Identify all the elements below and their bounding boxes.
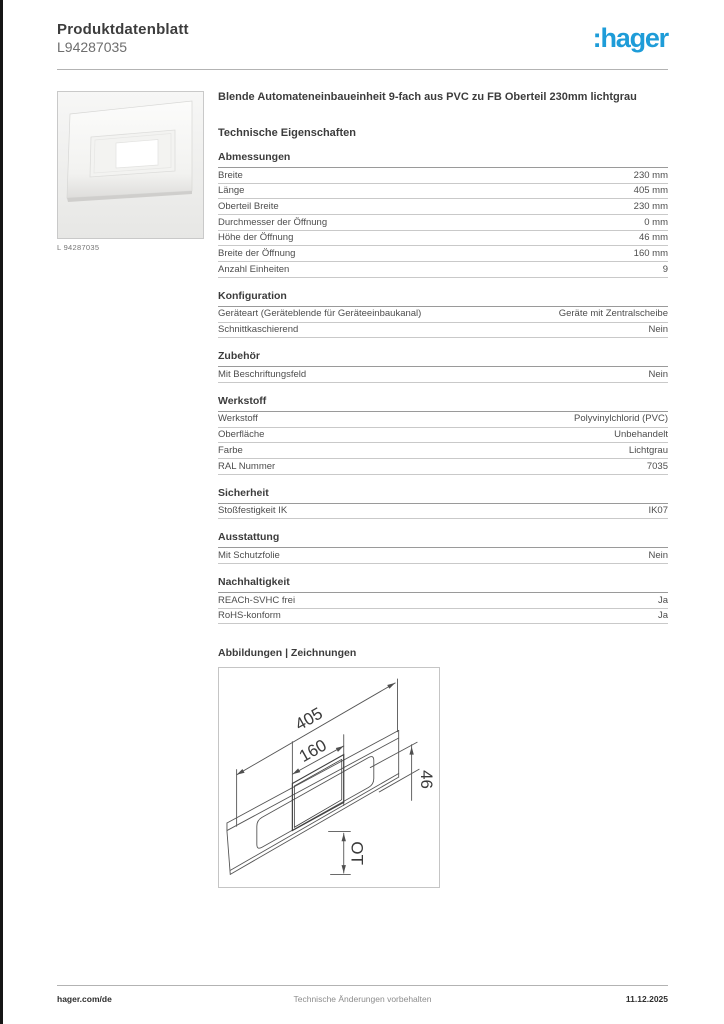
spec-label: Mit Schutzfolie (218, 549, 280, 561)
spec-value: Nein (648, 368, 668, 380)
spec-value: 7035 (646, 460, 668, 472)
spec-label: RAL Nummer (218, 460, 276, 472)
spec-label: Durchmesser der Öffnung (218, 216, 328, 228)
section-nachhaltigkeit (218, 576, 668, 624)
spec-label: RoHS-konform (218, 610, 281, 622)
spec-value: Unbehandelt (614, 429, 668, 441)
dimension-drawing (219, 668, 439, 887)
section-abmessungen (218, 151, 668, 278)
drawings-heading: Abbildungen | Zeichnungen (218, 647, 357, 660)
product-id: L94287035 (57, 39, 128, 55)
product-title: Blende Automateneinbaueinheit 9-fach aus PVC zu FB Oberteil 230mm lichtgrau (218, 91, 637, 103)
product-image (57, 91, 204, 239)
spec-row (218, 307, 668, 323)
section-heading: Ausstattung (218, 531, 668, 548)
spec-row (218, 459, 668, 475)
spec-row (218, 215, 668, 231)
spec-row (218, 412, 668, 428)
spec-label: Länge (218, 185, 245, 197)
spec-value: 46 mm (638, 232, 668, 244)
section-konfiguration (218, 290, 668, 338)
spec-row (218, 262, 668, 278)
footer (57, 994, 668, 1004)
spec-value: 9 (662, 263, 668, 275)
spec-row (218, 199, 668, 215)
spec-label: Höhe der Öffnung (218, 232, 294, 244)
spec-row (218, 168, 668, 184)
spec-row (218, 593, 668, 609)
spec-label: Geräteart (Geräteblende für Geräteeinbaukanal) (218, 308, 422, 320)
spec-value: 0 mm (644, 216, 668, 228)
spec-label: Mit Beschriftungsfeld (218, 368, 307, 380)
spec-label: Werkstoff (218, 413, 258, 425)
spec-row (218, 428, 668, 444)
spec-label: Stoßfestigkeit IK (218, 505, 288, 517)
spec-value: Polyvinylchlorid (PVC) (574, 413, 668, 425)
section-heading: Konfiguration (218, 290, 668, 307)
hager-logo: :hager (592, 23, 668, 53)
footer-date: 11.12.2025 (625, 994, 668, 1004)
section-heading: Nachhaltigkeit (218, 576, 668, 593)
spec-value: 230 mm (633, 200, 668, 212)
product-photo-plate (58, 92, 203, 238)
footer-notice: Technische Änderungen vorbehalten (293, 994, 432, 1004)
spec-value: Nein (648, 549, 668, 561)
dim-opening-width-label: 160 (295, 735, 330, 767)
header-divider (57, 69, 668, 70)
main-content (218, 91, 668, 888)
spec-value: Geräte mit Zentralscheibe (558, 308, 668, 320)
spec-row (218, 548, 668, 564)
spec-row (218, 367, 668, 383)
spec-row (218, 443, 668, 459)
technical-drawing (218, 667, 440, 888)
document-type-title: Produktdatenblatt (57, 21, 189, 38)
spec-value: Nein (648, 324, 668, 336)
section-sicherheit (218, 487, 668, 520)
section-zubehoer (218, 350, 668, 383)
spec-value: Ja (657, 610, 668, 622)
spec-value: Ja (657, 594, 668, 606)
spec-label: REACh-SVHC frei (218, 594, 296, 606)
spec-row (218, 504, 668, 520)
spec-row (218, 609, 668, 625)
dim-front-height-label: OT (347, 841, 367, 866)
footer-divider (57, 985, 668, 986)
spec-label: Breite der Öffnung (218, 248, 296, 260)
spec-row (218, 246, 668, 262)
section-heading: Zubehör (218, 350, 668, 367)
spec-label: Anzahl Einheiten (218, 263, 290, 275)
spec-row (218, 184, 668, 200)
spec-value: 160 mm (633, 248, 668, 260)
spec-label: Oberteil Breite (218, 200, 279, 212)
spec-value: IK07 (648, 505, 668, 517)
section-heading: Abmessungen (218, 151, 668, 168)
dim-length-label: 405 (291, 704, 326, 735)
section-werkstoff (218, 395, 668, 475)
section-ausstattung (218, 531, 668, 564)
dim-opening-height-label: 46 (417, 770, 437, 790)
header-titles (57, 21, 189, 56)
product-image-caption: L 94287035 (57, 243, 100, 252)
header (57, 21, 668, 56)
page-edge-shadow (0, 0, 3, 1024)
spec-label: Farbe (218, 444, 243, 456)
spec-value: 405 mm (633, 185, 668, 197)
spec-value: Lichtgrau (628, 444, 668, 456)
spec-row (218, 231, 668, 247)
tech-properties-heading: Technische Eigenschaften (218, 127, 356, 139)
spec-label: Breite (218, 169, 243, 181)
footer-website: hager.com/de (57, 994, 112, 1004)
spec-label: Oberfläche (218, 429, 265, 441)
spec-label: Schnittkaschierend (218, 324, 299, 336)
section-heading: Werkstoff (218, 395, 668, 412)
section-heading: Sicherheit (218, 487, 668, 504)
spec-row (218, 323, 668, 339)
spec-value: 230 mm (633, 169, 668, 181)
